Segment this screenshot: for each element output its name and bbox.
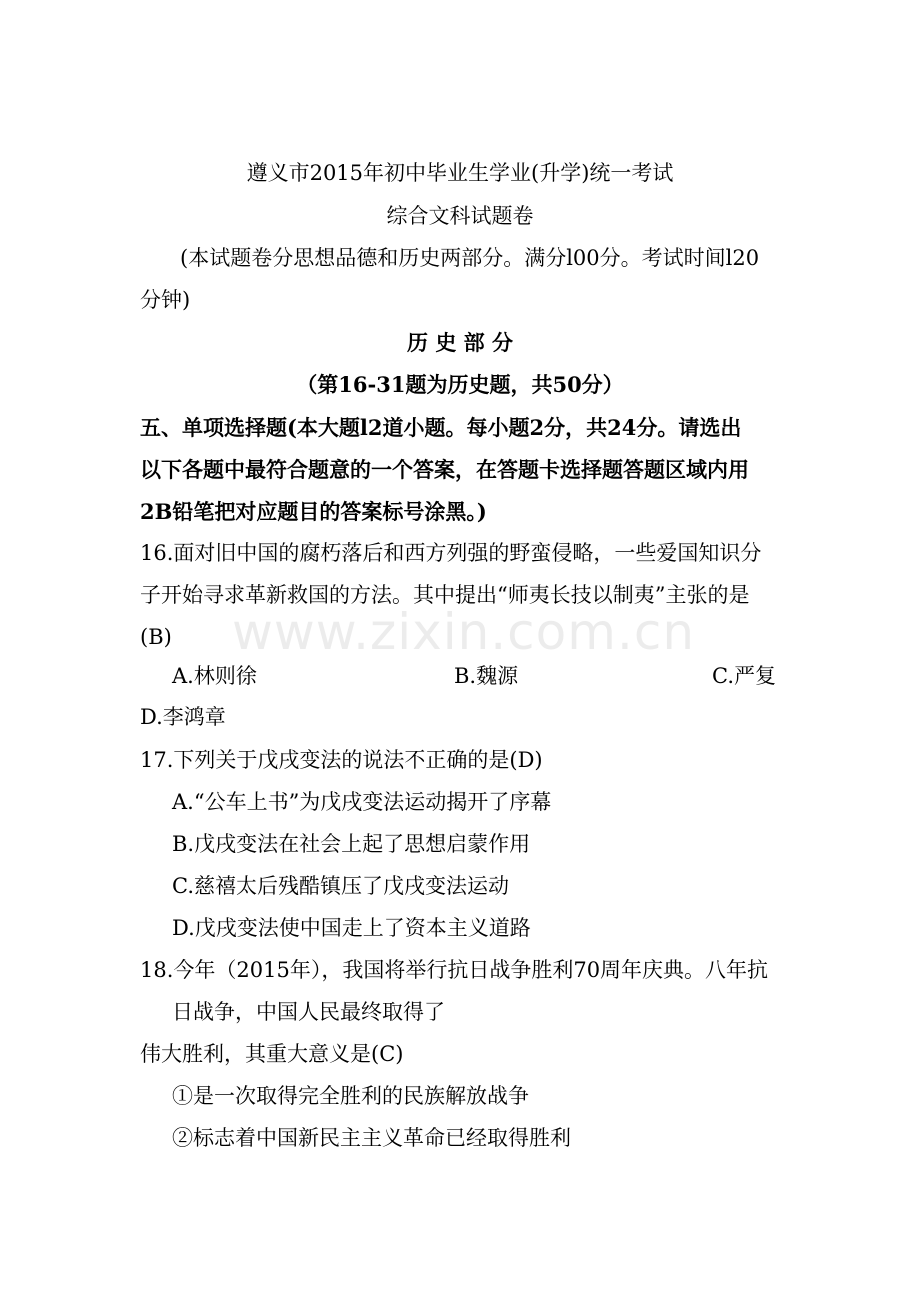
- exam-subtitle: 综合文科试题卷: [386, 204, 534, 228]
- question-17-option-b: B.戊戌变法在社会上起了思想启蒙作用: [172, 832, 531, 856]
- question-17-option-c: C.慈禧太后残酷镇压了戊戌变法运动: [172, 874, 509, 898]
- question-17-option-d: D.戊戌变法使中国走上了资本主义道路: [172, 916, 531, 940]
- instruction-line: 五、单项选择题(本大题l2道小题。每小题2分，共24分。请选出: [140, 415, 742, 440]
- question-18-item-1: ①是一次取得完全胜利的民族解放战争: [172, 1084, 529, 1108]
- exam-note: (本试题卷分思想品德和历史两部分。满分l00分。考试时间l20: [180, 246, 760, 270]
- question-16-option-a: A.林则徐: [172, 664, 257, 688]
- question-16-option-c: C.严复: [712, 664, 776, 688]
- instruction-line: 2B铅笔把对应题目的答案标号涂黑。): [140, 499, 487, 524]
- question-16-stem: 子开始寻求革新救国的方法。其中提出“师夷长技以制夷”主张的是: [140, 583, 750, 607]
- question-17-option-a: A.“公车上书”为戊戌变法运动揭开了序幕: [172, 790, 552, 814]
- instruction-line: 以下各题中最符合题意的一个答案，在答题卡选择题答题区域内用: [140, 457, 749, 482]
- watermark: www.zixin.com.cn: [232, 603, 696, 661]
- question-16-option-b: B.魏源: [454, 664, 519, 688]
- exam-note-continued: 分钟): [140, 288, 191, 312]
- section-subtitle: （第16-31题为历史题，共50分）: [296, 372, 624, 397]
- question-18-stem: 伟大胜利，其重大意义是(C): [140, 1042, 404, 1066]
- exam-title: 遵义市2015年初中毕业生学业(升学)统一考试: [246, 161, 674, 185]
- question-16-stem: 16.面对旧中国的腐朽落后和西方列强的野蛮侵略，一些爱国知识分: [140, 541, 762, 565]
- question-16-answer: (B): [140, 625, 172, 649]
- question-18-stem: 日战争，中国人民最终取得了: [172, 1000, 445, 1024]
- question-18-stem: 18.今年（2015年），我国将举行抗日战争胜利70周年庆典。八年抗: [140, 958, 769, 982]
- question-16-option-d: D.李鸿章: [140, 705, 226, 729]
- question-17-stem: 17.下列关于戊戌变法的说法不正确的是(D): [140, 748, 543, 772]
- question-18-item-2: ②标志着中国新民主主义革命已经取得胜利: [172, 1126, 571, 1150]
- section-title: 历 史 部 分: [407, 330, 513, 355]
